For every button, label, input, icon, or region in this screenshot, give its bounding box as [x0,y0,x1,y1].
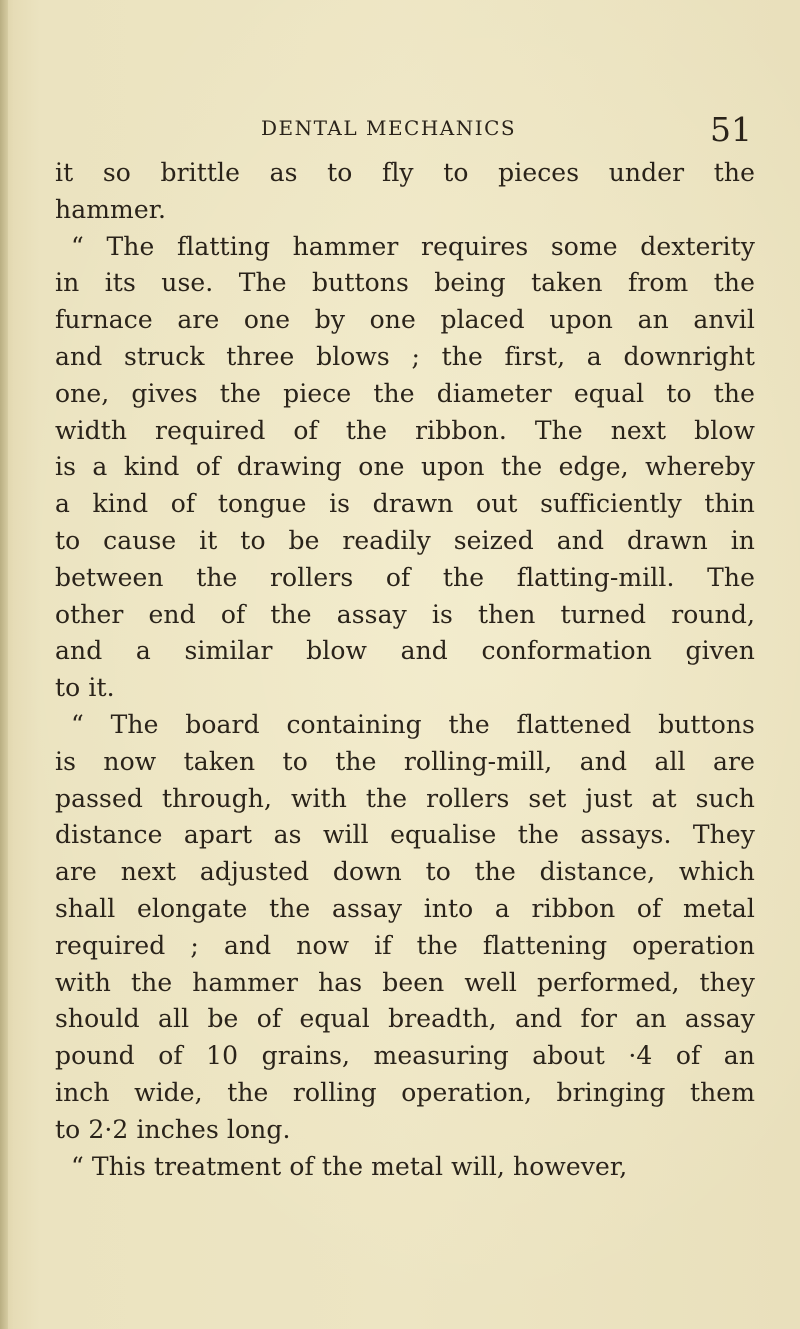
running-head-title: DENTAL MECHANICS [261,116,517,140]
text-line: with the hammer has been well performed, they [55,967,755,997]
text-line: shall elongate the assay into a ribbon of metal [55,893,755,923]
text-line: to it. [55,673,115,703]
text-line: and a similar blow and conformation given [55,636,755,666]
body-text [55,155,755,1185]
text-line: “ This treatment of the metal will, however, [71,1151,628,1181]
text-line: to 2·2 inches long. [55,1114,291,1144]
text-line: is a kind of drawing one upon the edge, whereby [55,452,755,482]
text-line: inch wide, the rolling operation, bringing them [55,1077,755,1107]
text-line: hammer. [55,194,167,224]
text-line: is now taken to the rolling-mill, and all are [55,746,755,776]
text-line: furnace are one by one placed upon an anvil [55,305,755,335]
text-line: required ; and now if the flattening operation [55,930,755,960]
text-line: to cause it to be readily seized and drawn in [55,525,755,555]
text-line: it so brittle as to fly to pieces under the [55,158,755,187]
text-line: in its use. The buttons being taken from the [55,268,755,298]
text-line: between the rollers of the flatting-mill. The [55,562,755,592]
text-line: are next adjusted down to the distance, which [55,857,755,887]
text-line: and struck three blows ; the first, a downright [55,341,755,371]
text-line: pound of 10 grains, measuring about ·4 of an [55,1041,755,1071]
text-line: “ The flatting hammer requires some dexterity [71,231,755,261]
page-edge-shadow [0,0,8,1329]
text-line: distance apart as will equalise the assays. They [55,820,755,850]
text-line: passed through, with the rollers set just at such [55,783,755,813]
text-line: one, gives the piece the diameter equal to the [55,378,755,408]
text-line: other end of the assay is then turned round, [55,599,755,629]
text-line: width required of the ribbon. The next blow [55,415,755,445]
page-number: 51 [710,110,752,149]
text-line: should all be of equal breadth, and for an assay [55,1004,755,1034]
text-line: “ The board containing the flattened buttons [71,709,755,739]
text-line: a kind of tongue is drawn out sufficiently thin [55,489,755,519]
running-head [0,110,800,150]
